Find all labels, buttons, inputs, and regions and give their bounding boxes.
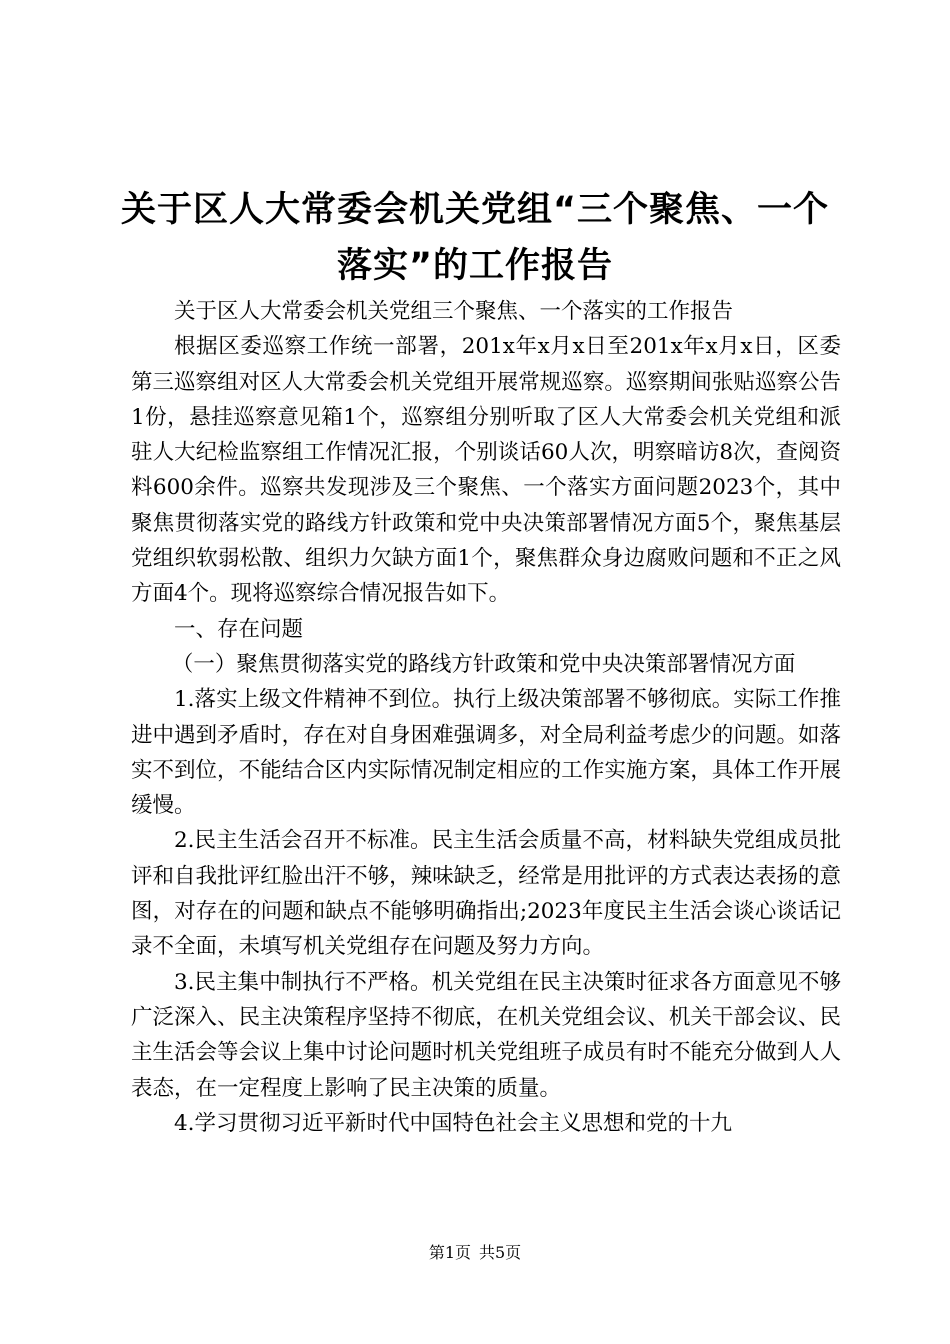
document-title [108, 182, 842, 294]
section-heading: 一、存在问题 [174, 616, 304, 642]
paragraph-subtitle: 关于区人大常委会机关党组三个聚焦、一个落实的工作报告 [174, 299, 734, 324]
page-footer [0, 1243, 950, 1263]
title-line-2: 落实”的工作报告 [336, 246, 613, 286]
paragraph-item-2: 2.民主生活会召开不标准。民主生活会质量不高，材料缺失党组成员批评和自我批评红脸出汗不够，辣味缺乏，经常是用批评的方式表达表扬的意图，对存在的问题和缺点不能够明确指出;2023年度民主生活会谈心谈话记录不全面，未填写机关党组存在问题及努力方向。 [131, 828, 841, 960]
title-line-1: 关于区人大常委会机关党组“三个聚焦、一个 [120, 190, 829, 230]
paragraph-item-1: 1.落实上级文件精神不到位。执行上级决策部署不够彻底。实际工作推进中遇到矛盾时，存在对自身困难强调多，对全局利益考虑少的问题。如落实不到位，不能结合区内实际情况制定相应的工作实施方案，具体工作开展缓慢。 [131, 687, 841, 819]
page-total: 共5页 [479, 1243, 522, 1262]
page-number: 第1页 [428, 1243, 471, 1262]
paragraph-item-3: 3.民主集中制执行不严格。机关党组在民主决策时征求各方面意见不够广泛深入、民主决策程序坚持不彻底，在机关党组会议、机关干部会议、民主生活会等会议上集中讨论问题时机关党组班子成员有时不能充分做到人人表态，在一定程度上影响了民主决策的质量。 [131, 969, 841, 1101]
subsection-heading: （一）聚焦贯彻落实党的路线方针政策和党中央决策部署情况方面 [171, 651, 796, 677]
document-body [131, 294, 841, 1141]
paragraph-item-4: 4.学习贯彻习近平新时代中国特色社会主义思想和党的十九 [174, 1110, 733, 1136]
paragraph-intro: 根据区委巡察工作统一部署，201x年x月x日至201x年x月x日，区委第三巡察组对区人大常委会机关党组开展常规巡察。巡察期间张贴巡察公告1份，悬挂巡察意见箱1个，巡察组分别听取了区人大常委会机关党组和派驻人大纪检监察组工作情况汇报，个别谈话60人次，明察暗访8次，查阅资料600余件。巡察共发现涉及三个聚焦、一个落实方面问题2023个，其中聚焦贯彻落实党的路线方针政策和党中央决策部署情况方面5个，聚焦基层党组织软弱松散、组织力欠缺方面1个，聚焦群众身边腐败问题和不正之风方面4个。现将巡察综合情况报告如下。 [131, 334, 841, 607]
